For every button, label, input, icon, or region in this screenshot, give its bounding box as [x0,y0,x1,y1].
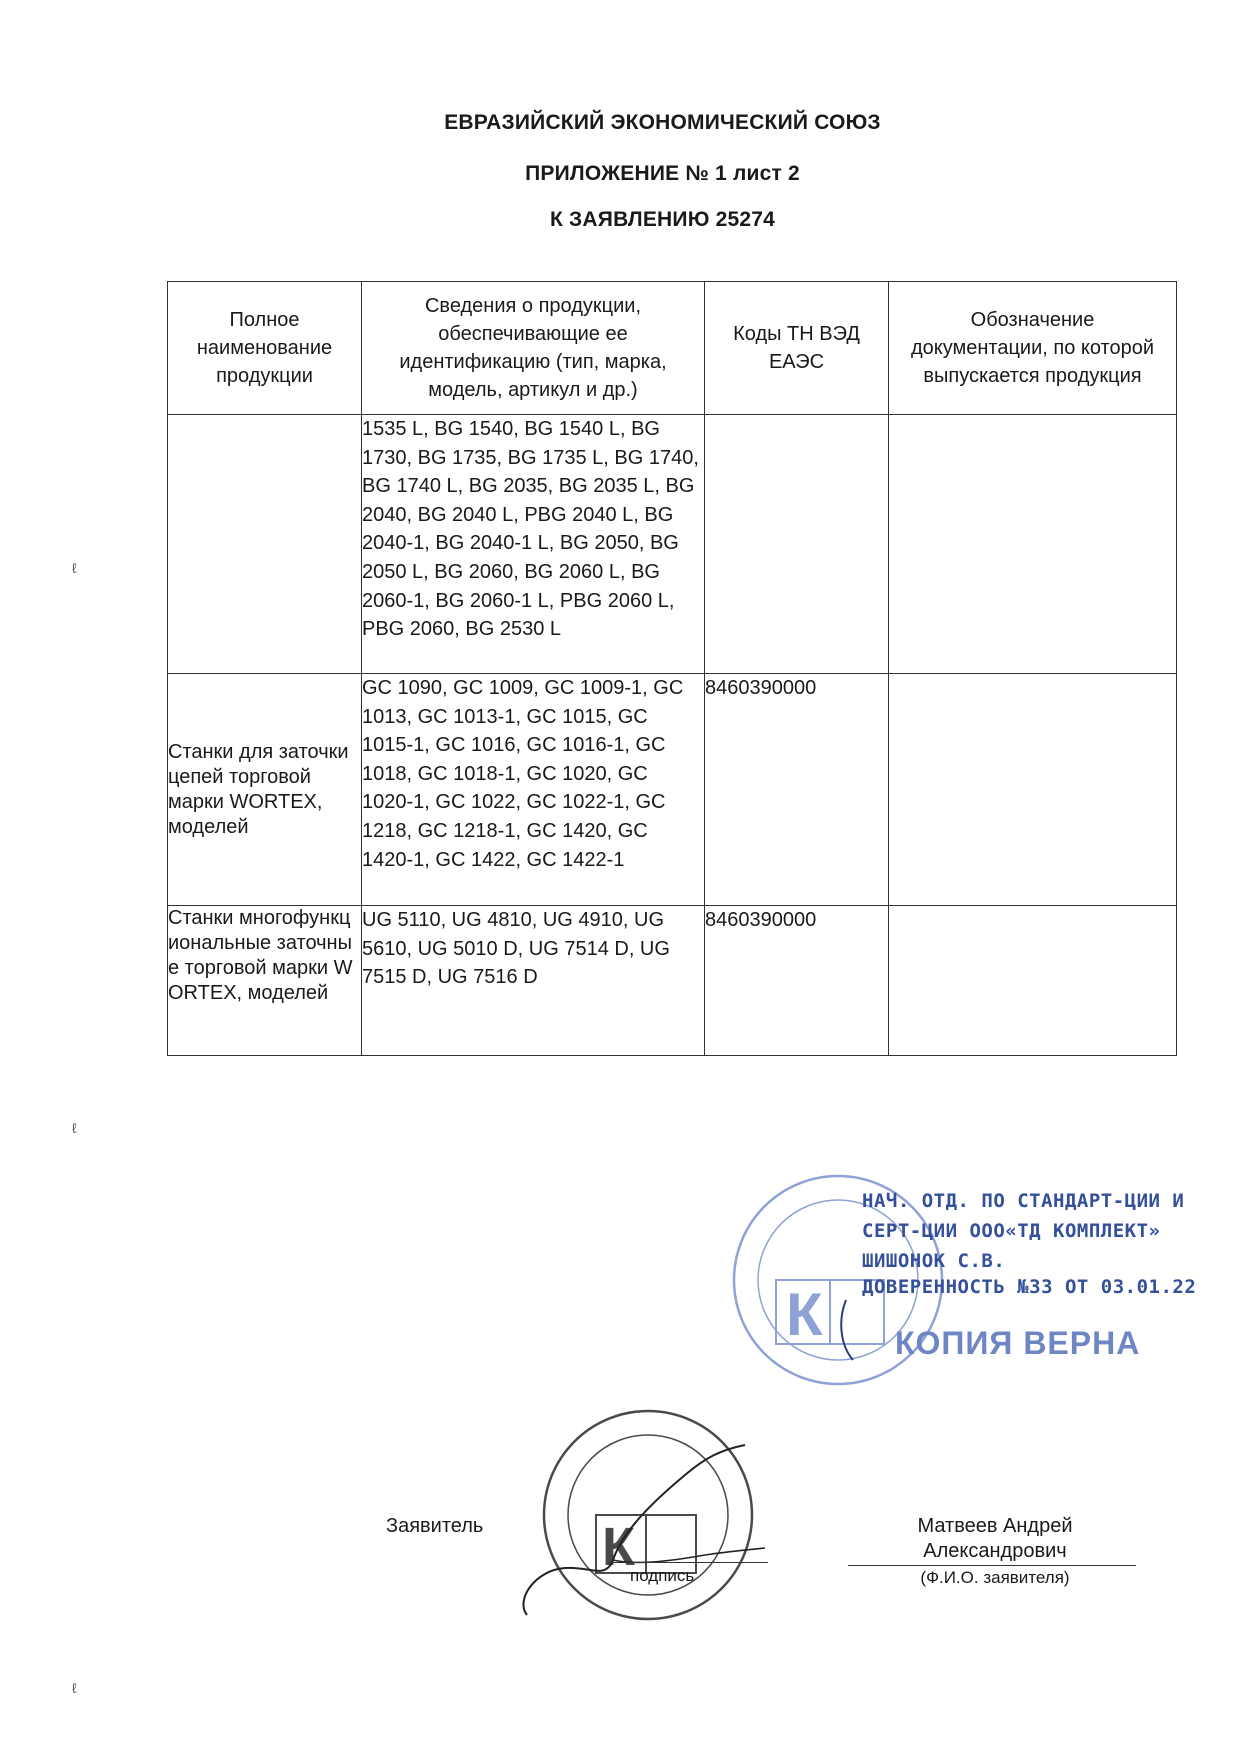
header-product-name: Полное наименование продукции [168,282,362,415]
margin-mark: ℓ [72,1680,77,1696]
header-product-info: Сведения о продукции, обеспечивающие ее идентификацию (тип, марка, модель, артикул и др.) [362,282,705,415]
row3-info: UG 5110, UG 4810, UG 4910, UG 5610, UG 5010 D, UG 7514 D, UG 7515 D, UG 7516 D [362,906,705,1056]
svg-text:К: К [602,1517,635,1577]
margin-mark: ℓ [72,1120,77,1136]
table-row [168,674,1177,906]
applicant-label: Заявитель [386,1515,484,1537]
stamp-line-2: СЕРТ-ЦИИ ООО«ТД КОМПЛЕКТ» [862,1220,1161,1242]
stamp-line-3: ШИШОНОК С.В. [862,1250,1006,1272]
row3-doc [889,906,1177,1056]
table-row [168,906,1177,1056]
table-row [168,415,1177,674]
products-table [167,281,1177,1056]
fio-line [848,1565,1136,1566]
signature-caption: подпись [630,1566,695,1585]
row1-code [705,415,889,674]
signature-scribble-icon [495,1390,795,1640]
table-header-row [168,282,1177,415]
row2-doc [889,674,1177,906]
stamp-line-4: ДОВЕРЕННОСТЬ №33 ОТ 03.01.22 [862,1276,1197,1298]
row3-name: Станки многофункциональные заточные торговой марки WORTEX, моделей [168,906,362,1056]
fio-caption: (Ф.И.О. заявителя) [920,1568,1070,1587]
svg-text:К: К [786,1281,823,1348]
row1-info: 1535 L, BG 1540, BG 1540 L, BG 1730, BG 1735, BG 1735 L, BG 1740, BG 1740 L, BG 2035, BG 2035 L, BG 2040, BG 2040 L, PBG 2040 L, BG 2040-1, BG 2040-1 L, BG 2050, BG 2050 L, BG 2060, BG 2060 L, BG 2060-1, BG 2060-1 L, PBG 2060 L, PBG 2060, BG 2530 L [362,415,705,674]
row2-code: 8460390000 [705,674,889,906]
stamp-line-1: НАЧ. ОТД. ПО СТАНДАРТ-ЦИИ И [862,1190,1185,1212]
row2-name: Станки для заточки цепей торговой марки WORTEX, моделей [168,674,362,906]
row2-info: GC 1090, GC 1009, GC 1009-1, GC 1013, GC 1013-1, GC 1015, GC 1015-1, GC 1016, GC 1016-1, GC 1018, GC 1018-1, GC 1020, GC 1020-1, GC 1022, GC 1022-1, GC 1218, GC 1218-1, GC 1420, GC 1420-1, GC 1422, GC 1422-1 [362,674,705,906]
signature-line [608,1562,768,1563]
header-appendix-title: ПРИЛОЖЕНИЕ № 1 лист 2 [525,162,800,185]
header-tnved-codes: Коды ТН ВЭД ЕАЭС [705,282,889,415]
row1-doc [889,415,1177,674]
header-union-title: ЕВРАЗИЙСКИЙ ЭКОНОМИЧЕСКИЙ СОЮЗ [444,111,881,134]
row3-code: 8460390000 [705,906,889,1056]
copy-verified-mark: КОПИЯ ВЕРНА [895,1325,1141,1361]
row1-name [168,415,362,674]
header-application-title: К ЗАЯВЛЕНИЮ 25274 [550,208,775,231]
header-documentation: Обозначение документации, по которой выпускается продукция [889,282,1177,415]
margin-mark: ℓ [72,560,77,576]
applicant-full-name: Матвеев Андрей Александрович [917,1515,1073,1562]
